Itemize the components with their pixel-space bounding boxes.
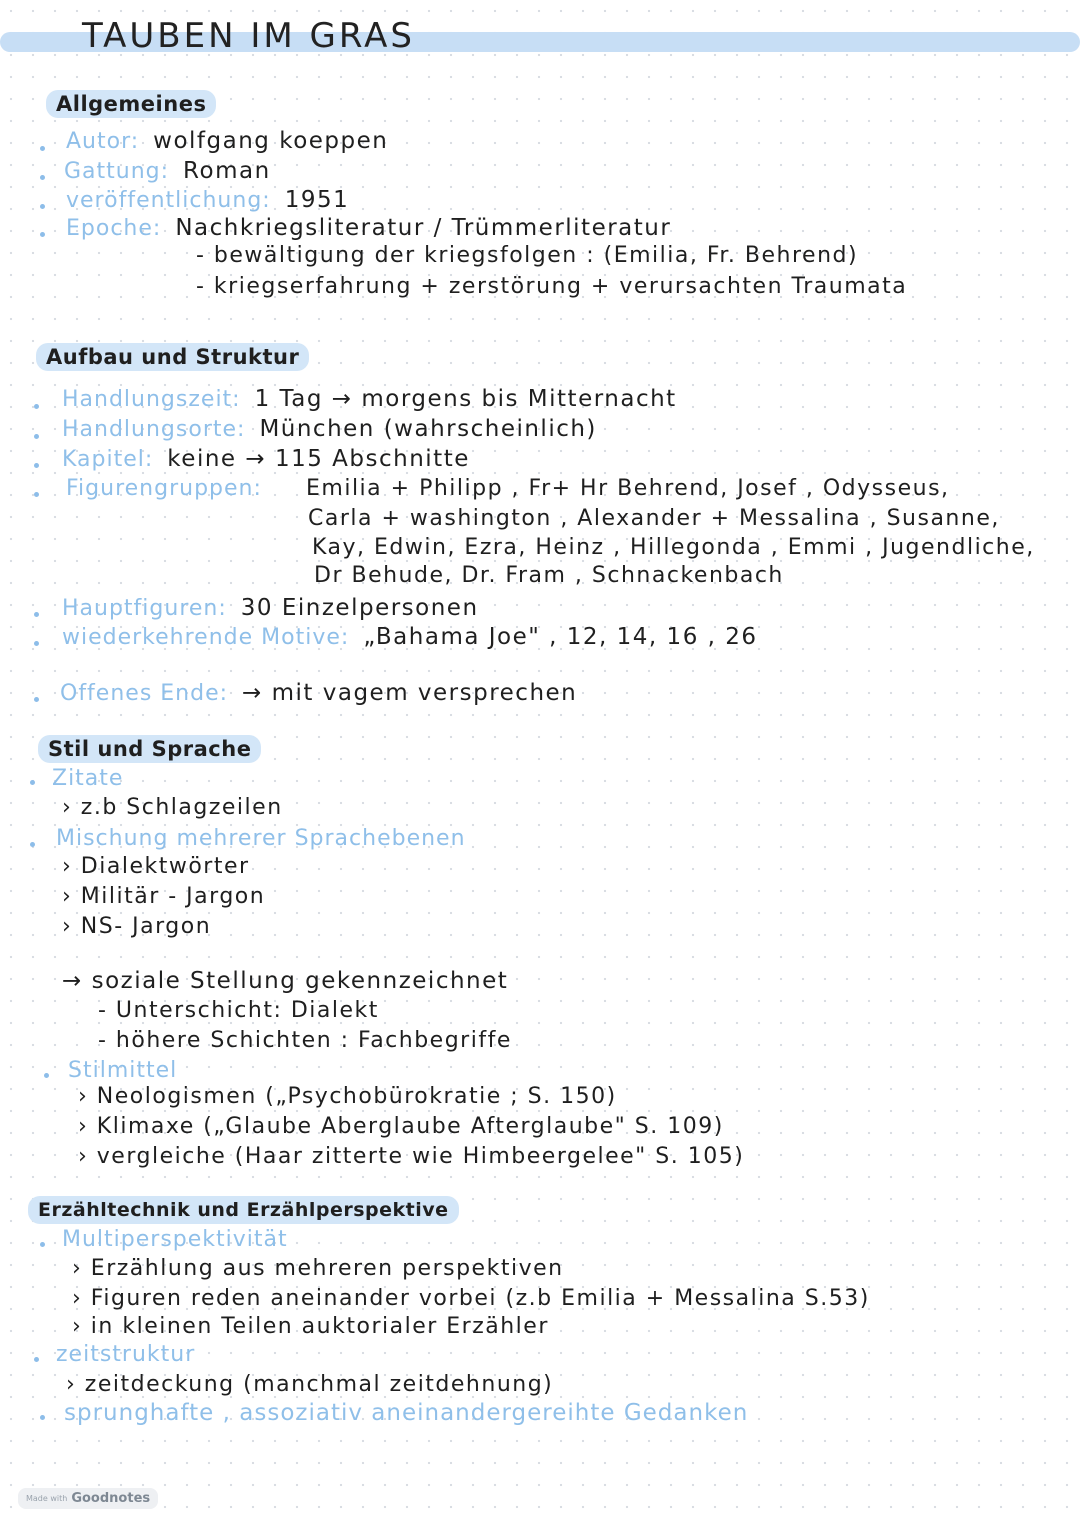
handlungszeit-row [62, 386, 677, 412]
handlungszeit-value: 1 Tag → morgens bis Mitternacht [254, 386, 677, 412]
veroeff-label: veröffentlichung: [66, 188, 271, 213]
bullet [30, 780, 35, 785]
hauptfiguren-value: 30 Einzelpersonen [240, 595, 479, 621]
figuren-line-1: Emilia + Philipp , Fr+ Hr Behrend, Josef , Odysseus, [306, 476, 950, 501]
bullet [40, 1415, 45, 1420]
bullet [44, 1073, 49, 1078]
page-title: TAUBEN IM GRAS [82, 16, 415, 56]
hauptfiguren-row [62, 595, 479, 621]
multi-sub-3: › in kleinen Teilen auktorialer Erzähler [72, 1314, 549, 1339]
gattung-row [64, 158, 271, 184]
handlungsorte-row [62, 416, 597, 442]
epoche-label: Epoche: [66, 216, 162, 241]
multiperspektivitaet-label: Multiperspektivität [62, 1227, 288, 1252]
stilmittel-3: › vergleiche (Haar zitterte wie Himbeergelee" S. 105) [78, 1144, 745, 1169]
mischung-label: Mischung mehrerer Sprachebenen [56, 826, 466, 851]
epoche-sub-2: - kriegserfahrung + zerstörung + verursachten Traumata [196, 274, 908, 299]
handlungsorte-value: München (wahrscheinlich) [259, 416, 597, 442]
bullet [34, 434, 39, 439]
section-aufbau: Aufbau und Struktur [36, 343, 309, 371]
bullet [40, 232, 45, 237]
autor-value: wolfgang koeppen [153, 128, 389, 154]
hoehere-schichten: - höhere Schichten : Fachbegriffe [98, 1028, 512, 1053]
bullet [40, 204, 45, 209]
figurengruppen-row [66, 476, 262, 501]
multi-sub-1: › Erzählung aus mehreren perspektiven [72, 1256, 564, 1281]
handlungsorte-label: Handlungsorte: [62, 417, 246, 442]
section-stil: Stil und Sprache [38, 735, 261, 763]
kapitel-label: Kapitel: [62, 447, 154, 472]
ende-label: Offenes Ende: [60, 681, 229, 706]
handlungszeit-label: Handlungszeit: [62, 387, 241, 412]
motive-value: „Bahama Joe" , 12, 14, 16 , 26 [363, 624, 758, 650]
badge-brand: Goodnotes [71, 1491, 151, 1506]
gattung-label: Gattung: [64, 159, 170, 184]
zitate-sub: › z.b Schlagzeilen [62, 795, 283, 820]
unterschicht: - Unterschicht: Dialekt [98, 998, 379, 1023]
motive-row [62, 624, 758, 650]
ende-value: → mit vagem versprechen [242, 680, 578, 706]
goodnotes-badge [18, 1488, 158, 1509]
bullet [34, 463, 39, 468]
section-erzaehltechnik: Erzähltechnik und Erzählperspektive [28, 1196, 459, 1224]
bullet [30, 842, 35, 847]
mischung-sub-1: › Dialektwörter [62, 854, 250, 879]
figurengruppen-label: Figurengruppen: [66, 476, 262, 501]
bullet [40, 175, 45, 180]
kapitel-row [62, 446, 470, 472]
section-allgemeines: Allgemeines [46, 90, 216, 118]
motive-label: wiederkehrende Motive: [62, 625, 350, 650]
bullet [34, 1357, 39, 1362]
epoche-value: Nachkriegsliteratur / Trümmerliteratur [175, 215, 672, 241]
bullet [34, 641, 39, 646]
hauptfiguren-label: Hauptfiguren: [62, 596, 227, 621]
gattung-value: Roman [183, 158, 271, 184]
figuren-line-3: Kay, Edwin, Ezra, Heinz , Hillegonda , Emmi , Jugendliche, [312, 535, 1035, 560]
bullet [40, 1242, 45, 1247]
mischung-sub-2: › Militär - Jargon [62, 884, 266, 909]
epoche-row [66, 215, 671, 241]
bullet [34, 492, 39, 497]
zitate-label: Zitate [52, 766, 124, 791]
stilmittel-1: › Neologismen („Psychobürokratie ; S. 150) [78, 1084, 617, 1109]
figuren-line-4: Dr Behude, Dr. Fram , Schnackenbach [314, 563, 784, 588]
multi-sub-2: › Figuren reden aneinander vorbei (z.b Emilia + Messalina S.53) [72, 1286, 870, 1311]
autor-row [66, 128, 388, 154]
ende-row [60, 680, 577, 706]
stilmittel-label: Stilmittel [68, 1058, 178, 1083]
stilmittel-2: › Klimaxe („Glaube Aberglaube Afterglaube" S. 109) [78, 1114, 724, 1139]
soziale-stellung: → soziale Stellung gekennzeichnet [62, 968, 509, 994]
kapitel-value: keine → 115 Abschnitte [167, 446, 470, 472]
veroeff-value: 1951 [284, 187, 350, 213]
bullet [40, 146, 45, 151]
sprunghafte-gedanken: sprunghafte , assoziativ aneinandergereihte Gedanken [64, 1400, 749, 1426]
zeit-sub-1: › zeitdeckung (manchmal zeitdehnung) [66, 1372, 554, 1397]
epoche-sub-1: - bewältigung der kriegsfolgen : (Emilia, Fr. Behrend) [196, 243, 859, 268]
badge-made-with: Made with [26, 1494, 68, 1503]
veroeff-row [66, 187, 349, 213]
bullet [34, 404, 39, 409]
mischung-sub-3: › NS- Jargon [62, 914, 212, 939]
bullet [34, 697, 39, 702]
zeitstruktur-label: zeitstruktur [56, 1342, 196, 1367]
bullet [34, 612, 39, 617]
figuren-line-2: Carla + washington , Alexander + Messalina , Susanne, [308, 506, 1000, 531]
autor-label: Autor: [66, 129, 140, 154]
